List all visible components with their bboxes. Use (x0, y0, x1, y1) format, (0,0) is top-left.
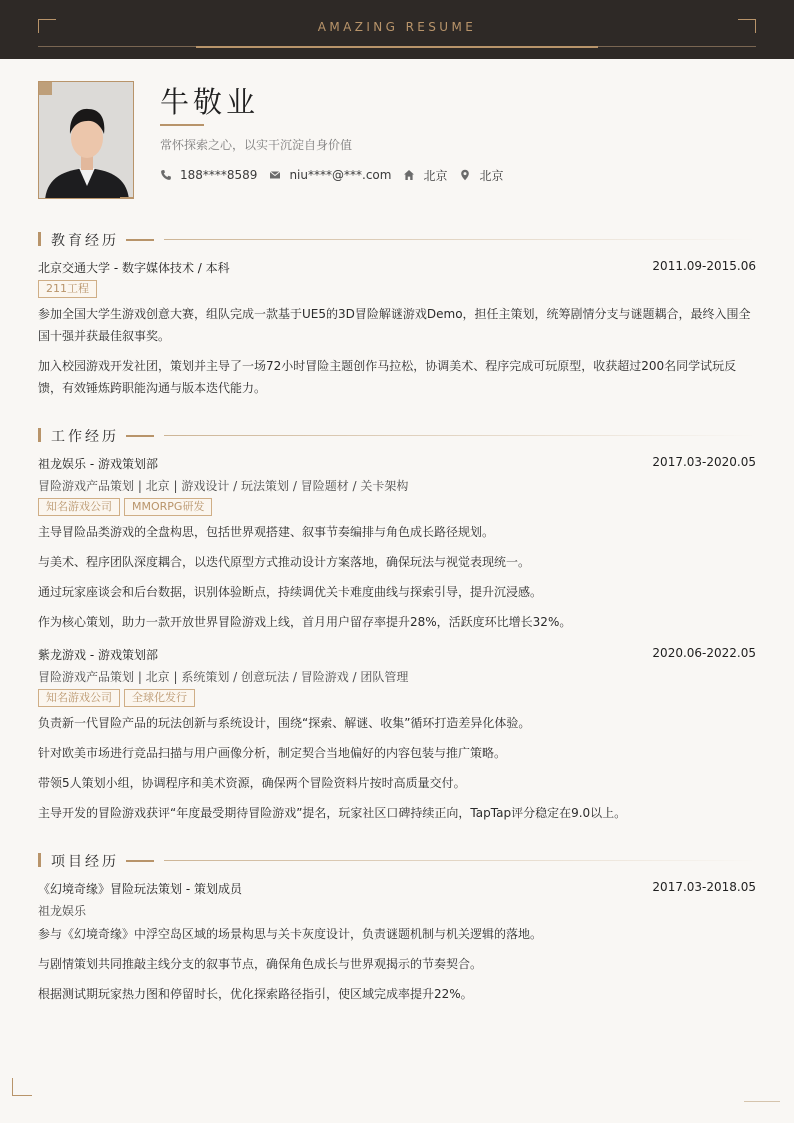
section-dash (126, 435, 154, 437)
section-title-projects: 项目经历 (51, 854, 119, 870)
section-rule (164, 435, 756, 436)
education-paragraph: 参加全国大学生游戏创意大赛，组队完成一款基于UE5的3D冒险解谜游戏Demo，担任主策划，统筹剧情分支与谜题耦合，最终入围全国十强并获最佳叙事奖。 (38, 307, 751, 343)
tag: 全球化发行 (124, 689, 195, 707)
work-paragraph: 作为核心策划，助力一款开放世界冒险游戏上线，首月用户留存率提升28%，活跃度环比增长32%。 (38, 615, 572, 629)
tag: 211工程 (38, 280, 97, 298)
work-paragraph: 主导开发的冒险游戏获评“年度最受期待冒险游戏”提名，玩家社区口碑持续正向，TapTap评分稳定在9.0以上。 (38, 806, 627, 820)
project-entry-title: 《幻境奇缘》冒险玩法策划 - 策划成员 (38, 882, 242, 896)
tag: 知名游戏公司 (38, 689, 120, 707)
footer-corner (12, 1078, 32, 1096)
work-paragraph: 针对欧美市场进行竞品扫描与用户画像分析，制定契合当地偏好的内容包装与推广策略。 (38, 746, 507, 760)
project-paragraph: 根据测试期玩家热力图和停留时长，优化探索路径指引，使区域完成率提升22%。 (38, 987, 473, 1001)
contact-email-text: niu****@***.com (289, 168, 392, 182)
project-entry-subtitle: 祖龙娱乐 (38, 904, 87, 918)
photo-corner-accent-bottom (120, 197, 134, 199)
work-paragraph: 带领5人策划小组，协调程序和美术资源，确保两个冒险资料片按时高质量交付。 (38, 776, 466, 790)
education-entry-title: 北京交通大学 - 数字媒体技术 / 本科 (38, 261, 230, 275)
profile-photo (38, 81, 134, 199)
education-entry-date: 2011.09-2015.06 (652, 259, 756, 273)
project-entry-date: 2017.03-2018.05 (652, 880, 756, 894)
section-projects-header (38, 852, 756, 868)
contact-hometown (403, 167, 447, 184)
section-dash (126, 239, 154, 241)
contact-phone-text: 188****8589 (180, 168, 258, 182)
work-entry-subtitle: 冒险游戏产品策划 | 北京 | 游戏设计 / 玩法策划 / 冒险题材 / 关卡架构 (38, 479, 409, 493)
work-tags (38, 689, 199, 707)
section-marker (38, 428, 41, 442)
section-education-header (38, 231, 756, 247)
tag: MMORPG研发 (124, 498, 212, 516)
name-underline (160, 124, 204, 126)
work-entry-date: 2017.03-2020.05 (652, 455, 756, 469)
project-paragraph: 与剧情策划共同推敲主线分支的叙事节点，确保角色成长与世界观揭示的节奏契合。 (38, 957, 483, 971)
header-band (0, 0, 794, 59)
contact-hometown-text: 北京 (423, 168, 448, 183)
photo-corner-accent (38, 81, 52, 95)
work-entry-title: 祖龙娱乐 - 游戏策划部 (38, 457, 158, 471)
contact-list (160, 167, 515, 183)
home-icon (403, 169, 415, 181)
tag: 知名游戏公司 (38, 498, 120, 516)
section-marker (38, 232, 41, 246)
section-rule (164, 860, 756, 861)
contact-location-text: 北京 (479, 168, 504, 183)
section-work-header (38, 427, 756, 443)
contact-email[interactable] (269, 168, 391, 182)
mail-icon (269, 169, 281, 181)
section-marker (38, 853, 41, 867)
phone-icon (160, 169, 172, 181)
work-tags (38, 498, 216, 516)
header-divider-accent (196, 46, 598, 48)
work-paragraph: 负责新一代冒险产品的玩法创新与系统设计，围绕“探索、解谜、收集”循环打造差异化体验。 (38, 716, 531, 730)
location-pin-icon (459, 169, 471, 181)
project-paragraph: 参与《幻境奇缘》中浮空岛区域的场景构思与关卡灰度设计，负责谜题机制与机关逻辑的落地。 (38, 927, 543, 941)
work-paragraph: 主导冒险品类游戏的全盘构思，包括世界观搭建、叙事节奏编排与角色成长路径规划。 (38, 525, 495, 539)
section-title-education: 教育经历 (51, 233, 119, 249)
section-title-work: 工作经历 (51, 429, 119, 445)
work-paragraph: 与美术、程序团队深度耦合，以迭代原型方式推动设计方案落地，确保玩法与视觉表现统一。 (38, 555, 531, 569)
education-paragraph: 加入校园游戏开发社团，策划并主导了一场72小时冒险主题创作马拉松，协调美术、程序完成可玩原型，收获超过200名同学试玩反馈，有效锤炼跨职能沟通与版本迭代能力。 (38, 359, 737, 395)
footer-line (744, 1101, 780, 1102)
person-portrait-icon (39, 82, 134, 199)
header-title: AMAZING RESUME (317, 20, 477, 34)
avatar (38, 81, 134, 199)
work-entry-date: 2020.06-2022.05 (652, 646, 756, 660)
work-paragraph: 通过玩家座谈会和后台数据，识别体验断点，持续调优关卡难度曲线与探索引导，提升沉浸感。 (38, 585, 543, 599)
work-entry-title: 紫龙游戏 - 游戏策划部 (38, 648, 158, 662)
contact-location (459, 167, 503, 184)
candidate-name: 牛敬业 (160, 85, 260, 119)
work-entry-subtitle: 冒险游戏产品策划 | 北京 | 系统策划 / 创意玩法 / 冒险游戏 / 团队管理 (38, 670, 409, 684)
contact-phone[interactable] (160, 168, 257, 182)
section-dash (126, 860, 154, 862)
education-tags (38, 280, 101, 298)
candidate-motto: 常怀探索之心，以实干沉淀自身价值 (160, 138, 353, 152)
section-rule (164, 239, 756, 240)
